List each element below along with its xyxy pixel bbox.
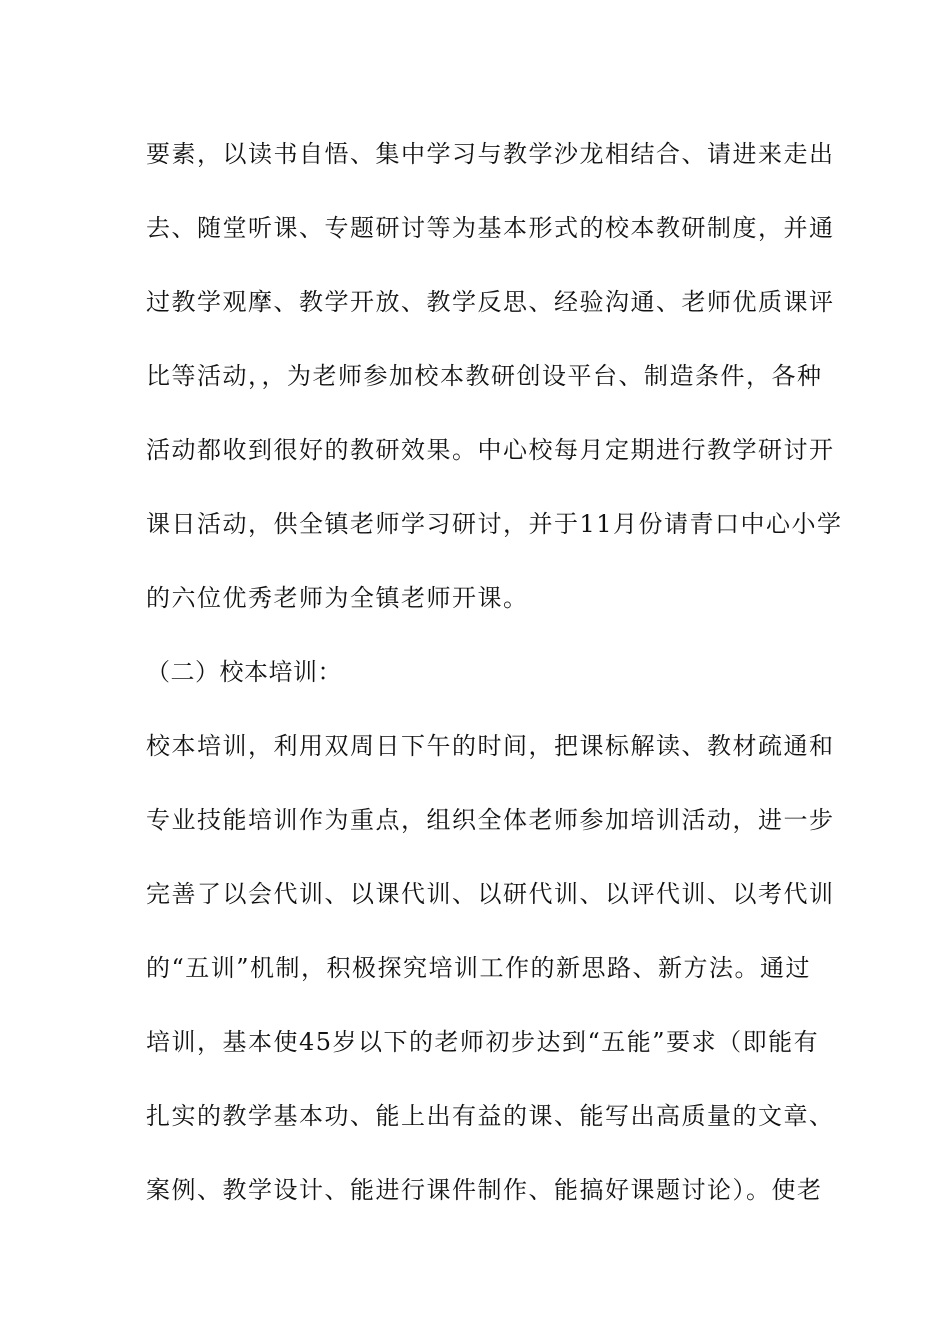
text-line: 的“五训”机制，积极探究培训工作的新思路、新方法。通过 bbox=[146, 954, 812, 982]
text-line: 比等活动，，为老师参加校本教研创设平台、制造条件，各种 bbox=[146, 362, 823, 390]
text-line: 完善了以会代训、以课代训、以研代训、以评代训、以考代训 bbox=[146, 880, 835, 908]
text-line: 过教学观摩、教学开放、教学反思、经验沟通、老师优质课评 bbox=[146, 288, 835, 316]
text-line: 的六位优秀老师为全镇老师开课。 bbox=[146, 584, 529, 612]
document-body bbox=[146, 131, 843, 1241]
text-line: 校本培训，利用双周日下午的时间，把课标解读、教材疏通和 bbox=[146, 732, 835, 760]
text-line: 培训，基本使45岁以下的老师初步达到“五能”要求（即能有 bbox=[146, 1028, 820, 1056]
text-line: 扎实的教学基本功、能上出有益的课、能写出高质量的文章、 bbox=[146, 1102, 835, 1130]
text-line: 要素，以读书自悟、集中学习与教学沙龙相结合、请进来走出 bbox=[146, 140, 835, 168]
text-line: 专业技能培训作为重点，组织全体老师参加培训活动，进一步 bbox=[146, 806, 835, 834]
text-line: 课日活动，供全镇老师学习研讨，并于11月份请青口中心小学 bbox=[146, 510, 843, 538]
section-heading: （二）校本培训： bbox=[146, 658, 342, 686]
text-line: 活动都收到很好的教研效果。中心校每月定期进行教学研讨开 bbox=[146, 436, 835, 464]
text-line: 案例、教学设计、能进行课件制作、能搞好课题讨论）。使老 bbox=[146, 1176, 823, 1204]
text-line: 去、随堂听课、专题研讨等为基本形式的校本教研制度，并通 bbox=[146, 214, 835, 242]
